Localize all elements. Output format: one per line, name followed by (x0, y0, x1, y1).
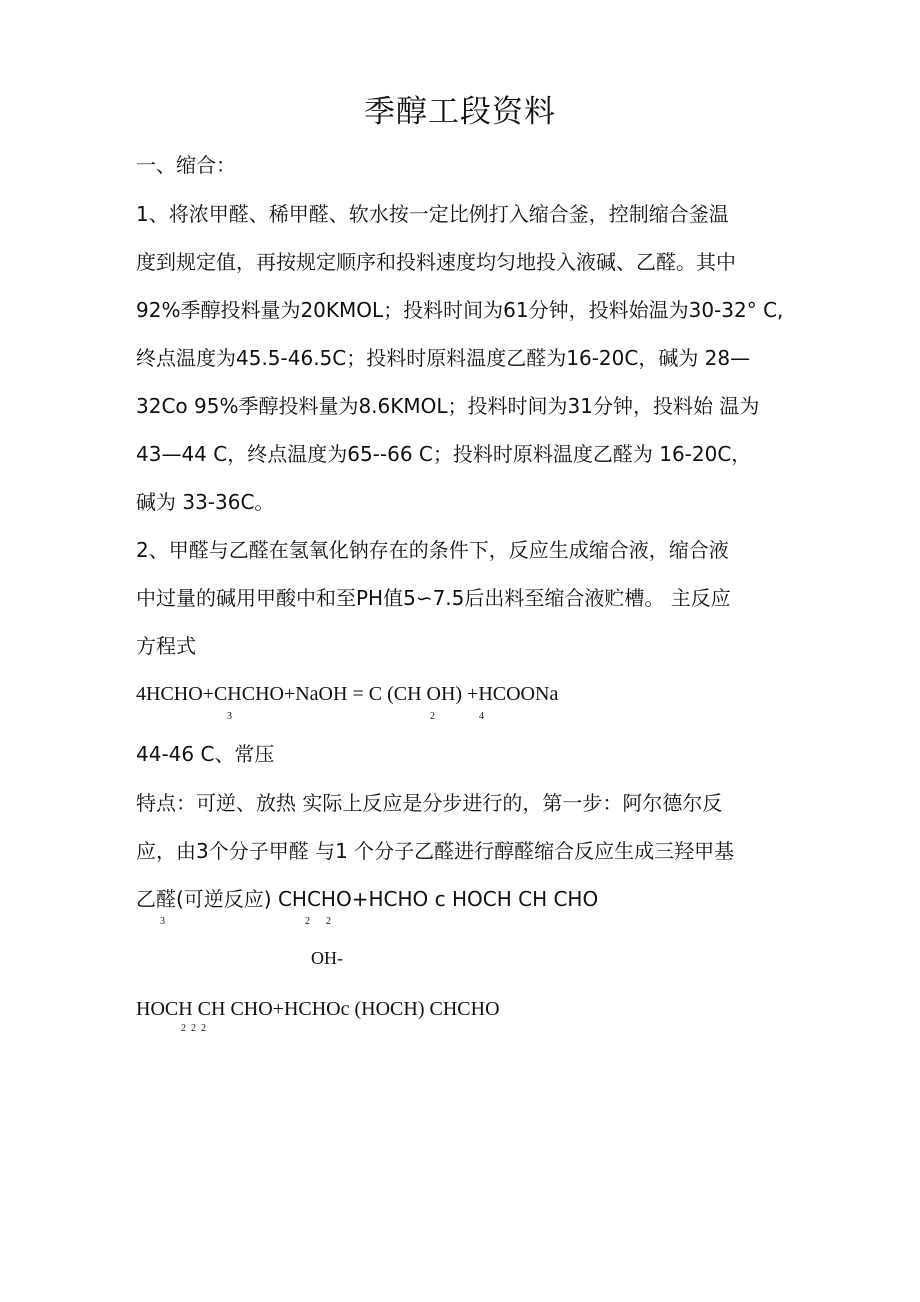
subscript: 4 (479, 711, 484, 722)
paragraph-line: 终点温度为45.5-46.5C；投料时原料温度乙醛为16-20C，碱为 28— (136, 346, 751, 370)
subscript: 2 (181, 1023, 186, 1034)
paragraph-line: 43—44 C，终点温度为65--66 C；投料时原料温度乙醛为 16-20C， (136, 442, 752, 466)
paragraph-line: 2、甲醛与乙醛在氢氧化钠存在的条件下，反应生成缩合液，缩合液 (136, 538, 729, 562)
paragraph-line: 92%季醇投料量为20KMOL；投料时间为61分钟，投料始温为30-32° C, (136, 298, 784, 322)
subscript: 2 (191, 1023, 196, 1034)
subscript: 3 (160, 916, 165, 927)
subscript: 2 (201, 1023, 206, 1034)
reaction-condition: 44-46 C、常压 (136, 742, 275, 766)
page-title: 季醇工段资料 (364, 94, 556, 130)
paragraph-line: 度到规定值，再按规定顺序和投料速度均匀地投入液碱、乙醛。其中 (136, 250, 736, 274)
section-heading: 一、缩合： (136, 153, 236, 177)
catalyst-label: OH- (311, 948, 343, 968)
subscript: 2 (430, 711, 435, 722)
paragraph-line: 32Co 95%季醇投料量为8.6KMOL；投料时间为31分钟，投料始 温为 (136, 394, 760, 418)
paragraph-line: 特点：可逆、放热 实际上反应是分步进行的，第一步：阿尔德尔反 (136, 791, 723, 815)
paragraph-line: 中过量的碱用甲酸中和至PH值5∽7.5后出料至缩合液贮槽。 主反应 (136, 586, 731, 610)
reaction-equation: HOCH CH CHO+HCHOc (HOCH) CHCHO (136, 998, 500, 1020)
paragraph-line: 方程式 (136, 634, 196, 658)
subscript: 2 (326, 916, 331, 927)
paragraph-line: 1、将浓甲醛、稀甲醛、软水按一定比例打入缩合釜，控制缩合釜温 (136, 202, 729, 226)
paragraph-line: 乙醛(可逆反应) CHCHO+HCHO c HOCH CH CHO (136, 887, 599, 911)
reaction-equation: 4HCHO+CHCHO+NaOH = C (CH OH) +HCOONa (136, 683, 559, 705)
subscript: 2 (305, 916, 310, 927)
paragraph-line: 应，由3个分子甲醛 与1 个分子乙醛进行醇醛缩合反应生成三羟甲基 (136, 839, 735, 863)
subscript: 3 (227, 711, 232, 722)
paragraph-line: 碱为 33-36C。 (136, 490, 275, 514)
